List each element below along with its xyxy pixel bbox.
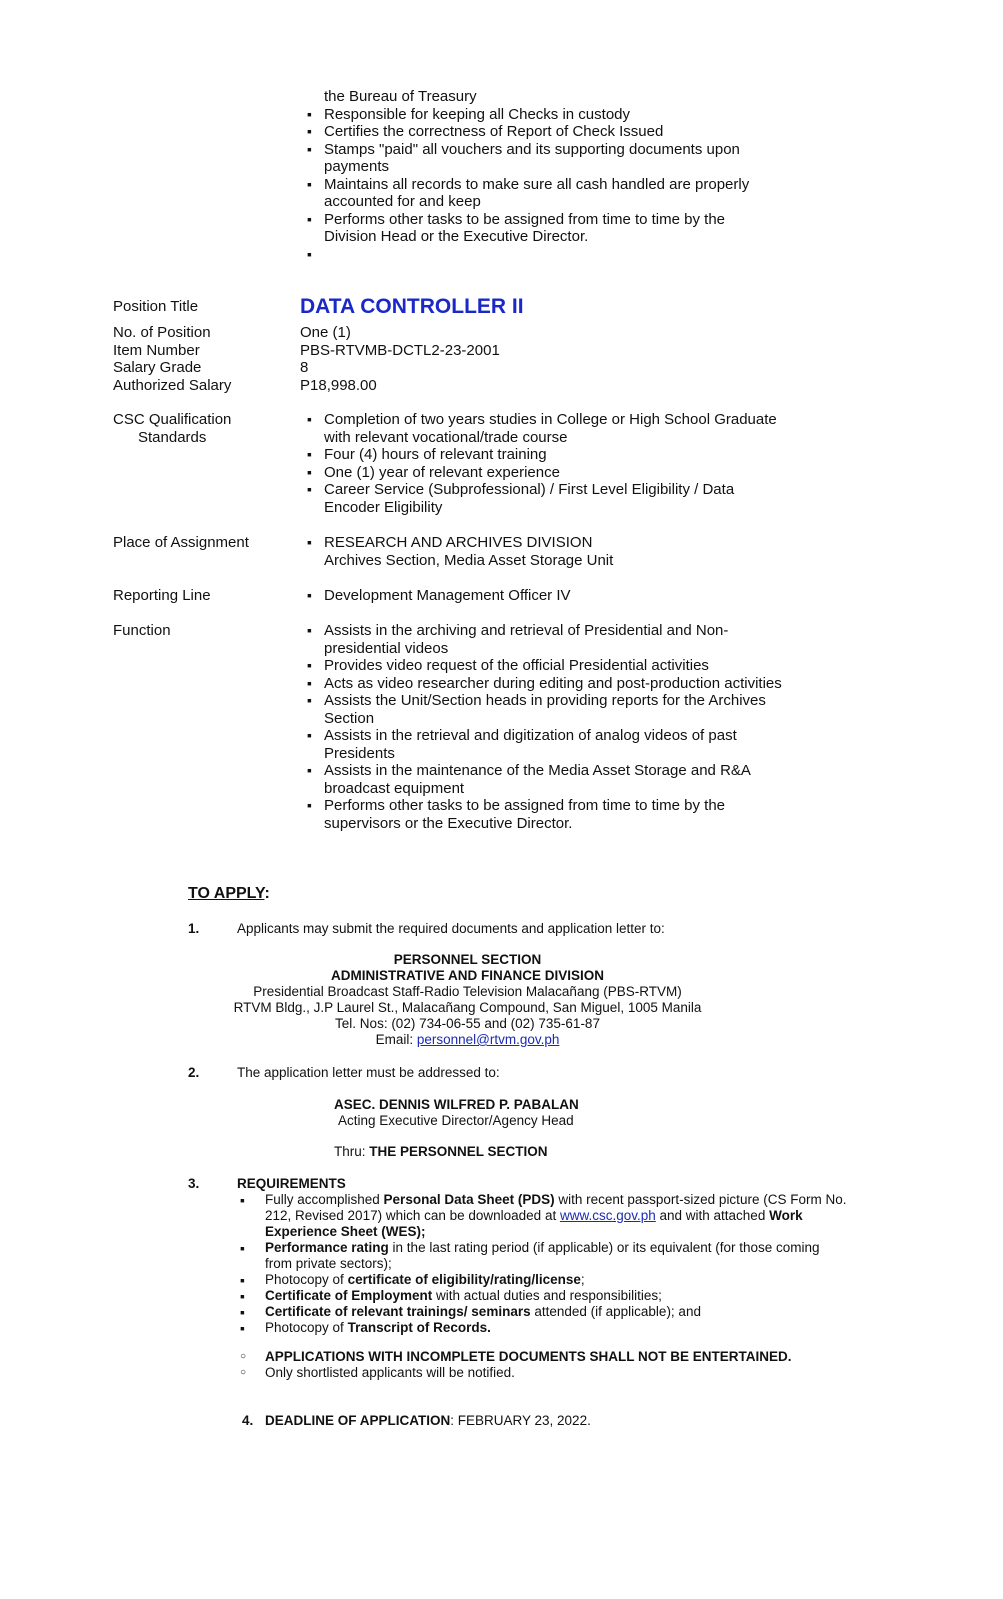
- address-phone: Tel. Nos: (02) 734-06-55 and (02) 735-61-87: [335, 1016, 600, 1031]
- list-item: [307, 534, 787, 569]
- list-item: ▪ Assists in the archiving and retrieval of Presidential and Non-presidential videos: [307, 622, 744, 657]
- list-item: ▪ Performs other tasks to be assigned from time to time by the supervisors or the Executive Director.: [307, 797, 744, 832]
- list-item: ▪ Assists the Unit/Section heads in providing reports for the Archives Section: [307, 692, 784, 727]
- prev-duties-continuation: the Bureau of Treasury: [324, 88, 477, 105]
- label-csc-qualification: CSC Qualification: [113, 411, 232, 428]
- deadline: DEADLINE OF APPLICATION: FEBRUARY 23, 2022.: [265, 1413, 591, 1428]
- notes-list: [240, 1349, 860, 1381]
- place-division: RESEARCH AND ARCHIVES DIVISION: [324, 534, 593, 551]
- list-item: ▪ Provides video request of the official Presidential activities: [307, 657, 797, 675]
- step-number: 2.: [188, 1065, 200, 1080]
- list-item: ▪ Performance rating in the last rating period (if applicable) or its equivalent (for those coming from private sectors);: [240, 1240, 850, 1272]
- csc-standards-list: [307, 411, 787, 516]
- label-authorized-salary: Authorized Salary: [113, 376, 232, 394]
- step-number: 1.: [188, 921, 200, 936]
- email-link[interactable]: personnel@rtvm.gov.ph: [416, 1032, 560, 1047]
- authorized-salary: P18,998.00: [300, 376, 377, 394]
- label-no-of-position: No. of Position: [113, 324, 211, 341]
- list-item: ▪ Assists in the retrieval and digitization of analog videos of past Presidents: [307, 727, 764, 762]
- addressee-name: ASEC. DENNIS WILFRED P. PABALAN: [334, 1097, 579, 1112]
- label-position-title: Position Title: [113, 298, 199, 315]
- list-item: ▪ Photocopy of Transcript of Records.: [240, 1320, 850, 1336]
- list-item: ▪ Stamps "paid" all vouchers and its supporting documents upon payments: [307, 141, 802, 176]
- address-section: PERSONNEL SECTION: [393, 952, 542, 967]
- requirements-list: [240, 1192, 850, 1336]
- prev-duties-list: [307, 106, 802, 246]
- list-item: ○ Only shortlisted applicants will be notified.: [240, 1365, 860, 1381]
- list-item: ▪ Development Management Officer IV: [307, 587, 787, 605]
- step-number: 3.: [188, 1176, 200, 1191]
- list-item: ▪ Career Service (Subprofessional) / First Level Eligibility / Data Encoder Eligibility: [307, 481, 754, 516]
- list-item: ▪ Fully accomplished Personal Data Sheet (PDS) with recent passport-sized picture (CS Form No. 212, Revised 2017) which can be downloaded at www.csc.gov.ph and with attached Work Experience Sheet (WES);: [240, 1192, 850, 1240]
- address-street: RTVM Bldg., J.P Laurel St., Malacañang Compound, San Miguel, 1005 Manila: [233, 1000, 702, 1015]
- reporting-line: [307, 587, 787, 605]
- label-place-of-assignment: Place of Assignment: [113, 534, 249, 551]
- thru-line: Thru: THE PERSONNEL SECTION: [334, 1144, 548, 1159]
- requirements-heading: REQUIREMENTS: [237, 1176, 346, 1191]
- list-item: ▪ Certificate of relevant trainings/ seminars attended (if applicable); and: [240, 1304, 850, 1320]
- addressee: [334, 1097, 579, 1160]
- place-of-assignment: [307, 534, 787, 569]
- label-item-number: Item Number: [113, 341, 200, 359]
- csc-link[interactable]: www.csc.gov.ph: [559, 1208, 656, 1223]
- label-reporting-line: Reporting Line: [113, 587, 211, 604]
- list-item: ▪ Assists in the maintenance of the Media Asset Storage and R&A broadcast equipment: [307, 762, 774, 797]
- item-number: PBS-RTVMB-DCTL2-23-2001: [300, 341, 500, 359]
- position-title: DATA CONTROLLER II: [300, 295, 524, 318]
- list-item: ▪ Completion of two years studies in College or High School Graduate with relevant vocational/trade course: [307, 411, 787, 446]
- salary-grade: 8: [300, 359, 309, 376]
- step-number: 4.: [242, 1413, 254, 1428]
- list-item: ▪ Certifies the correctness of Report of Check Issued: [307, 123, 802, 141]
- address-email-line: Email: personnel@rtvm.gov.ph: [375, 1032, 560, 1047]
- label-salary-grade: Salary Grade: [113, 359, 202, 376]
- function-list: [307, 622, 797, 832]
- to-apply-heading: TO APPLY:: [188, 885, 270, 902]
- list-item: ▪ Photocopy of certificate of eligibility/rating/license;: [240, 1272, 850, 1288]
- list-item: ○ APPLICATIONS WITH INCOMPLETE DOCUMENTS SHALL NOT BE ENTERTAINED.: [240, 1349, 860, 1365]
- place-section: Archives Section, Media Asset Storage Unit: [324, 551, 614, 569]
- list-item: ▪ Certificate of Employment with actual duties and responsibilities;: [240, 1288, 850, 1304]
- list-item: ▪ Performs other tasks to be assigned from time to time by the Division Head or the Executive Director.: [307, 211, 754, 246]
- list-item: ▪ Maintains all records to make sure all cash handled are properly accounted for and keep: [307, 176, 754, 211]
- address-division: ADMINISTRATIVE AND FINANCE DIVISION: [330, 968, 604, 983]
- no-of-position: One (1): [300, 324, 351, 341]
- list-item: ▪ Responsible for keeping all Checks in custody: [307, 106, 802, 124]
- list-item: ▪ One (1) year of relevant experience: [307, 464, 787, 482]
- list-item: ▪ Acts as video researcher during editing and post-production activities: [307, 675, 797, 693]
- list-item: ▪ Four (4) hours of relevant training: [307, 446, 787, 464]
- address-agency: Presidential Broadcast Staff-Radio Television Malacañang (PBS-RTVM): [253, 984, 682, 999]
- label-function: Function: [113, 622, 171, 639]
- label-csc-standards: Standards: [138, 428, 207, 446]
- prev-duties: [307, 88, 802, 246]
- submission-address: [180, 952, 755, 1048]
- addressee-role: Acting Executive Director/Agency Head: [338, 1113, 574, 1128]
- step-2-text: The application letter must be addressed to:: [237, 1065, 500, 1080]
- step-1-text: Applicants may submit the required documents and application letter to:: [237, 921, 665, 936]
